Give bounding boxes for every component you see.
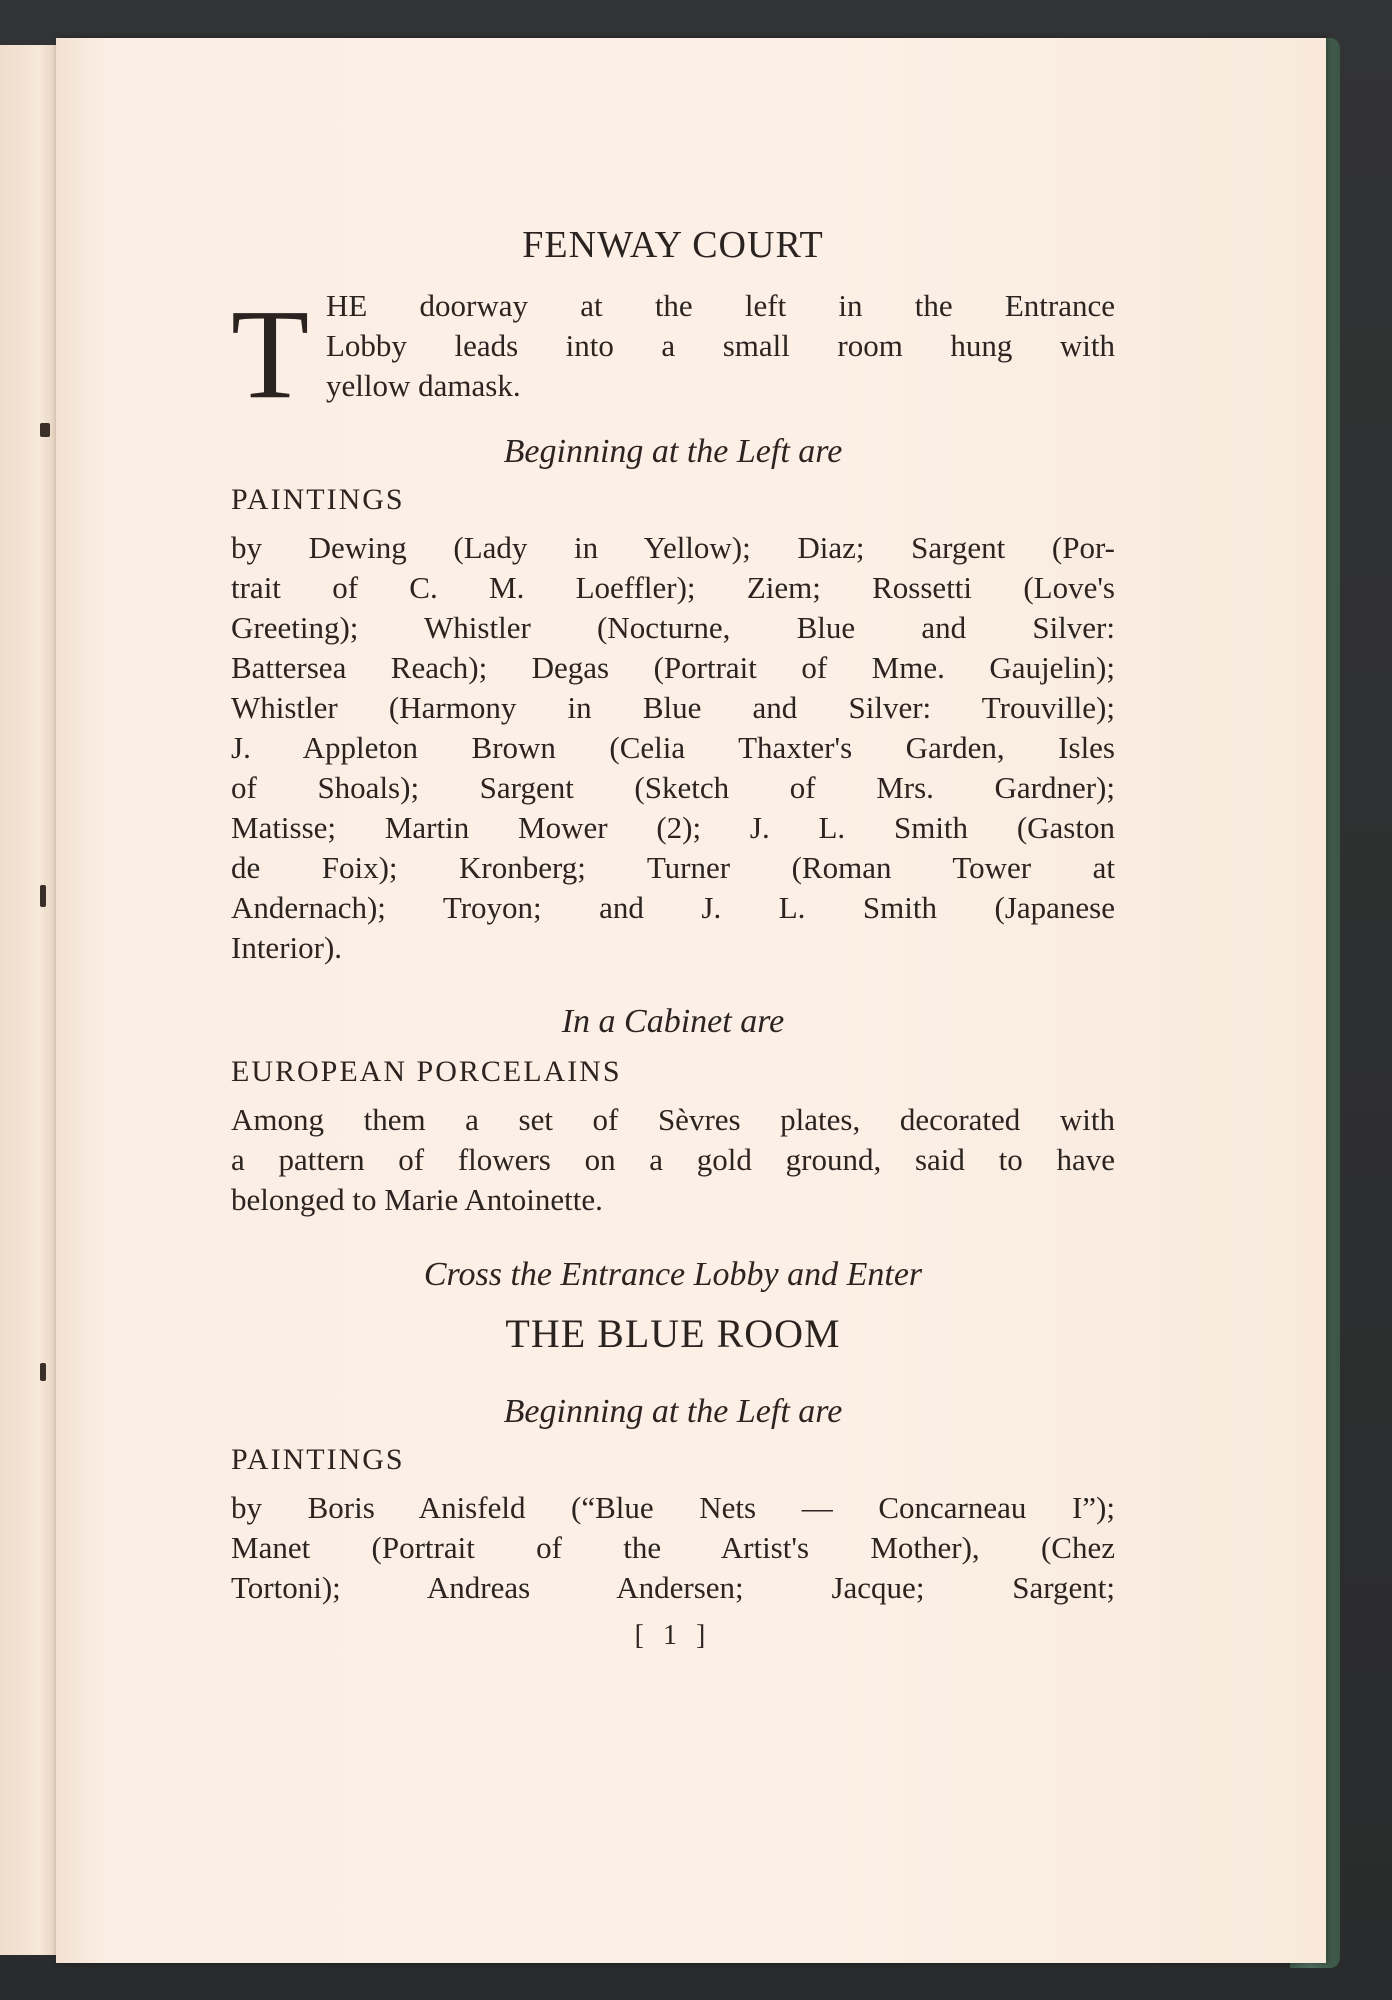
text-line: belonged to Marie Antoinette. — [231, 1182, 603, 1217]
section-heading: PAINTINGS — [231, 1443, 405, 1476]
text-line: of Shoals); Sargent (Sketch of Mrs. Gardner); — [231, 770, 1115, 805]
left-page-edge — [0, 45, 58, 1955]
drop-cap: T — [231, 283, 310, 425]
page-text-block — [231, 38, 1115, 1938]
text-line: Battersea Reach); Degas (Portrait of Mme. Gaujelin); — [231, 650, 1115, 685]
page-mark — [40, 1363, 46, 1381]
text-line: by Boris Anisfeld (“Blue Nets — Concarneau I”); — [231, 1490, 1115, 1525]
porcelains-paragraph — [231, 1100, 1115, 1220]
text-line: J. Appleton Brown (Celia Thaxter's Garden, Isles — [231, 730, 1115, 765]
page-mark — [40, 423, 50, 437]
paintings-paragraph — [231, 528, 1115, 968]
text-line: by Dewing (Lady in Yellow); Diaz; Sargent (Por- — [231, 530, 1115, 565]
section-subheading: Beginning at the Left are — [503, 1393, 843, 1430]
room-title: THE BLUE ROOM — [505, 1311, 841, 1356]
section-heading: EUROPEAN PORCELAINS — [231, 1055, 622, 1088]
text-line: Lobby leads into a small room hung with — [326, 328, 1115, 363]
section-subheading: In a Cabinet are — [561, 1003, 785, 1040]
text-line: a pattern of flowers on a gold ground, said to have — [231, 1142, 1115, 1177]
blue-room-paragraph — [231, 1488, 1115, 1608]
text-line: Among them a set of Sèvres plates, decorated with — [231, 1102, 1115, 1137]
section-subheading: Beginning at the Left are — [503, 433, 843, 470]
text-line: Tortoni); Andreas Andersen; Jacque; Sargent; — [231, 1570, 1115, 1605]
text-line: yellow damask. — [326, 368, 521, 403]
page-title: FENWAY COURT — [522, 224, 824, 266]
book-page — [56, 38, 1326, 1963]
text-line: Manet (Portrait of the Artist's Mother), (Chez — [231, 1530, 1115, 1565]
text-line: trait of C. M. Loeffler); Ziem; Rossetti (Love's — [231, 570, 1115, 605]
section-heading: PAINTINGS — [231, 483, 405, 516]
text-line: Andernach); Troyon; and J. L. Smith (Japanese — [231, 890, 1115, 925]
text-line: Interior). — [231, 930, 343, 965]
text-line: Whistler (Harmony in Blue and Silver: Trouville); — [231, 690, 1115, 725]
text-line: de Foix); Kronberg; Turner (Roman Tower at — [231, 850, 1115, 885]
section-subheading: Cross the Entrance Lobby and Enter — [423, 1256, 923, 1293]
intro-paragraph — [326, 286, 1115, 406]
text-line: Greeting); Whistler (Nocturne, Blue and Silver: — [231, 610, 1115, 645]
page-number: [ 1 ] — [634, 1620, 712, 1651]
page-mark — [40, 885, 46, 907]
text-line: HE doorway at the left in the Entrance — [326, 288, 1115, 323]
text-line: Matisse; Martin Mower (2); J. L. Smith (Gaston — [231, 810, 1115, 845]
